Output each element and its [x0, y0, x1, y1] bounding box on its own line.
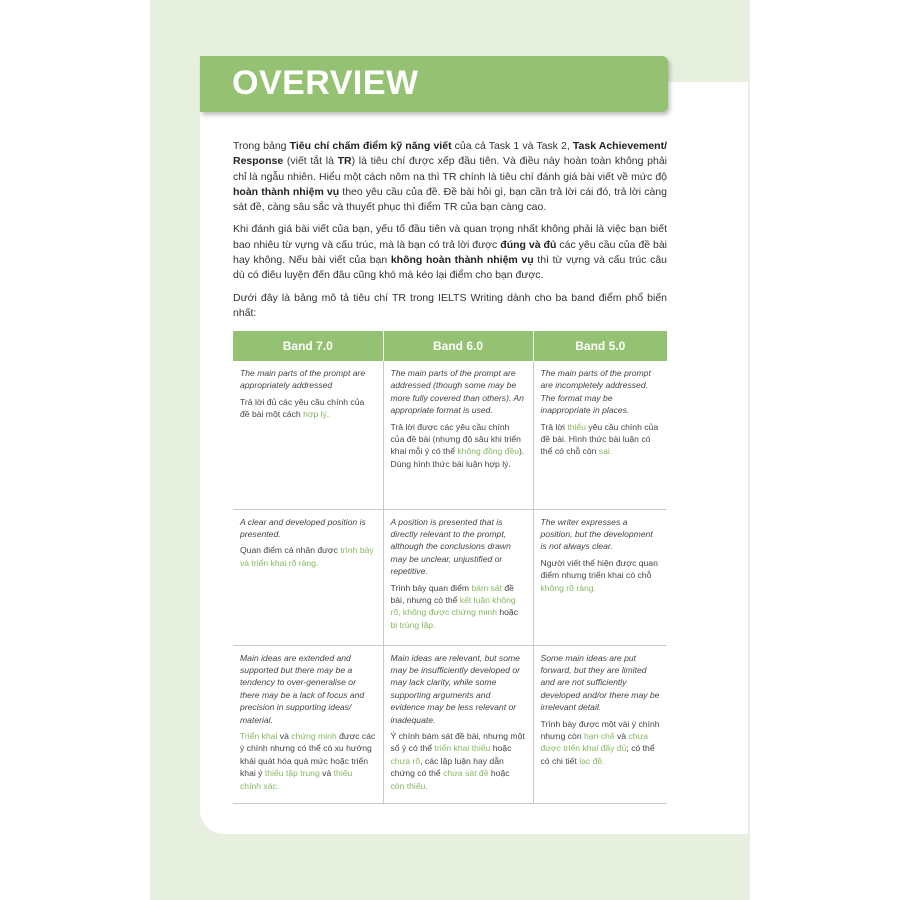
header-band-7: Band 7.0	[233, 331, 383, 361]
paragraph-1: Trong bảng Tiêu chí chấm điểm kỹ năng viết của cả Task 1 và Task 2, Task Achievement/ Response (viết tắt là TR) là tiêu chí được xếp đầu tiên. Và điều này hoàn toàn không phải chỉ là ngẫu nhiên. Hiểu một cách nôm na thì TR chính là tiêu chí đánh giá bài viết về mức độ hoàn thành nhiệm vụ theo yêu cầu của đề. Đề bài hỏi gì, bạn cần trả lời cái đó, trả lời càng sát đề, càng sâu sắc và thuyết phục thì điểm TR của bạn càng cao.	[233, 140, 668, 214]
header-band-5: Band 5.0	[533, 331, 667, 361]
band-descriptor-table	[233, 331, 667, 804]
header-band-6: Band 6.0	[383, 331, 533, 361]
paragraph-3: Dưới đây là bảng mô tả tiêu chí TR trong IELTS Writing dành cho ba band điểm phổ biến nhất:	[233, 291, 667, 319]
paragraph-2: Khi đánh giá bài viết của bạn, yếu tố đầu tiên và quan trọng nhất không phải là việc bạn biết bao nhiêu từ vựng và cấu trúc, mà là bạn có trả lời được đúng và đủ các yêu cầu của đề bài hay không. Nếu bài viết của bạn không hoàn thành nhiệm vụ thì từ vựng và cấu trúc câu dù có điêu luyện đến đâu cũng khó mà kéo lại điểm cho bạn được.	[233, 223, 668, 282]
table-header-row	[233, 331, 667, 361]
table-cell: The main parts of the prompt are incompletely addressed. The format may be inappropriate in places. Trả lời thiếu yêu cầu chính của đề bài. Hình thức bài luận có thể có chỗ còn sai.	[533, 361, 667, 509]
table-cell: The writer expresses a position, but the development is not always clear. Người viết thể hiện được quan điểm nhưng triển khai có chỗ không rõ ràng.	[533, 509, 667, 645]
table-row	[233, 509, 667, 645]
table-row	[233, 361, 667, 509]
table-row	[233, 645, 667, 803]
table-cell: The main parts of the prompt are appropriately addressed Trả lời đủ các yêu cầu chính của đề bài một cách hợp lý.	[233, 361, 383, 509]
page-title: OVERVIEW	[232, 64, 419, 102]
table-cell: Some main ideas are put forward, but they are limited and are not sufficiently developed and/or there may be irrelevant detail. Trình bày được một vài ý chính nhưng còn hạn chế và chưa được triển khai đầy đủ; có thể có chi tiết lạc đề.	[533, 645, 667, 803]
table-cell: Main ideas are extended and supported but there may be a tendency to over-generalise or there may be a lack of focus and precision in supporting ideas/ material. Triển khai và chứng minh được các ý chính nhưng có thể có xu hướng khái quát hóa quá mức hoặc triển khai ý thiếu tập trung và thiếu chính xác.	[233, 645, 383, 803]
table-cell: The main parts of the prompt are addressed (though some may be more fully covered than others). An appropriate format is used. Trả lời được các yêu cầu chính của đề bài (nhưng độ sâu khi triển khai mỗi ý có thể không đồng đều). Dùng hình thức bài luận hợp lý.	[383, 361, 533, 509]
intro-text	[233, 139, 667, 328]
table-cell: A clear and developed position is presented. Quan điểm cá nhân được trình bày và triển khai rõ ràng.	[233, 509, 383, 645]
table-cell: A position is presented that is directly relevant to the prompt, although the conclusions drawn may be unclear, unjustified or repetitive. Trình bày quan điểm bám sát đề bài, nhưng có thể kết luận không rõ, không được chứng minh hoặc bị trùng lặp.	[383, 509, 533, 645]
table-cell: Main ideas are relevant, but some may be insufficiently developed or may lack clarity, while some supporting arguments and evidence may be less relevant or inadequate. Ý chính bám sát đề bài, nhưng một số ý có thể triển khai thiếu hoặc chưa rõ, các lập luận hay dẫn chứng có thể chưa sát đề hoặc còn thiếu.	[383, 645, 533, 803]
title-banner	[200, 56, 668, 112]
